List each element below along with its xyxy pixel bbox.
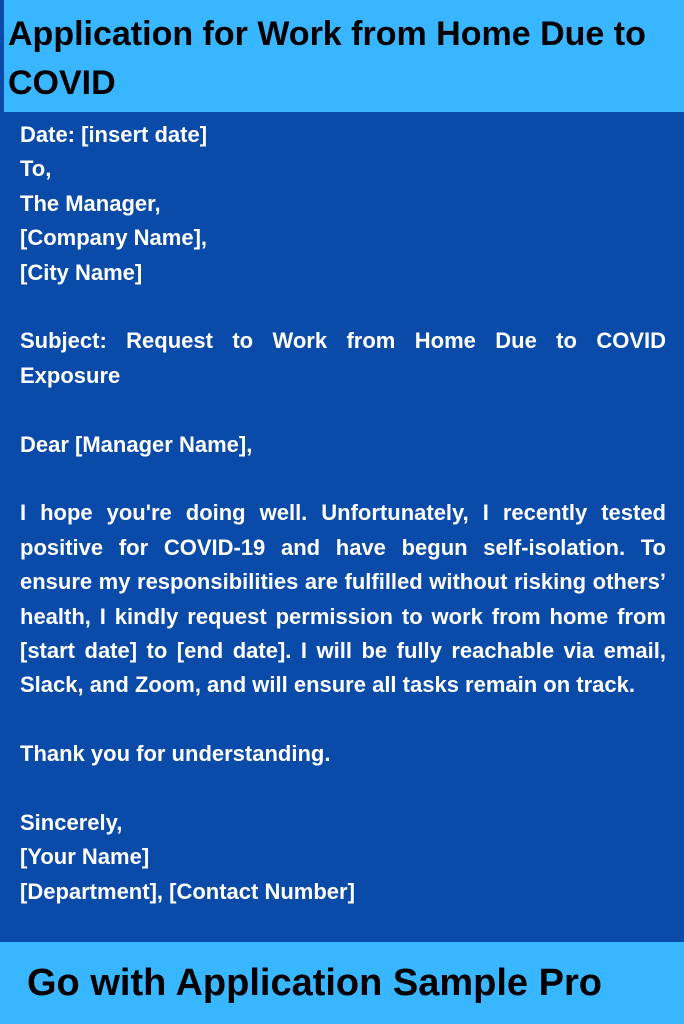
city-name: [City Name] bbox=[20, 259, 143, 285]
letter-content bbox=[20, 118, 666, 909]
spacer bbox=[20, 393, 666, 427]
sender-details: [Department], [Contact Number] bbox=[20, 878, 355, 904]
spacer bbox=[20, 290, 666, 324]
footer-banner bbox=[0, 942, 684, 1024]
spacer bbox=[20, 772, 666, 806]
page-title: Application for Work from Home Due to COVID bbox=[8, 15, 646, 102]
company-name: [Company Name], bbox=[20, 225, 208, 251]
spacer bbox=[20, 462, 666, 496]
sender-name: [Your Name] bbox=[20, 844, 150, 870]
letter-body: I hope you're doing well. Unfortunately, I recently tested positive for COVID-19 and have begun self-isolation. To ensure my responsibilities are fulfilled without risking others’ health, I kindly request permission to work from home from [start date] to [end date]. I will be fully reachable via email, Slack, and Zoom, and will ensure all tasks remain on track. bbox=[20, 500, 666, 698]
subject-line: Subject: Request to Work from Home Due to COVID Exposure bbox=[20, 328, 666, 388]
closing-line: Sincerely, bbox=[20, 810, 123, 836]
to-line: To, bbox=[20, 156, 52, 182]
salutation: Dear [Manager Name], bbox=[20, 431, 253, 457]
date-line: Date: [insert date] bbox=[20, 122, 208, 147]
footer-text: Go with Application Sample Pro bbox=[27, 962, 602, 1004]
title-banner bbox=[0, 0, 684, 112]
spacer bbox=[20, 703, 666, 737]
thanks-line: Thank you for understanding. bbox=[20, 741, 331, 767]
recipient-title: The Manager, bbox=[20, 190, 161, 216]
